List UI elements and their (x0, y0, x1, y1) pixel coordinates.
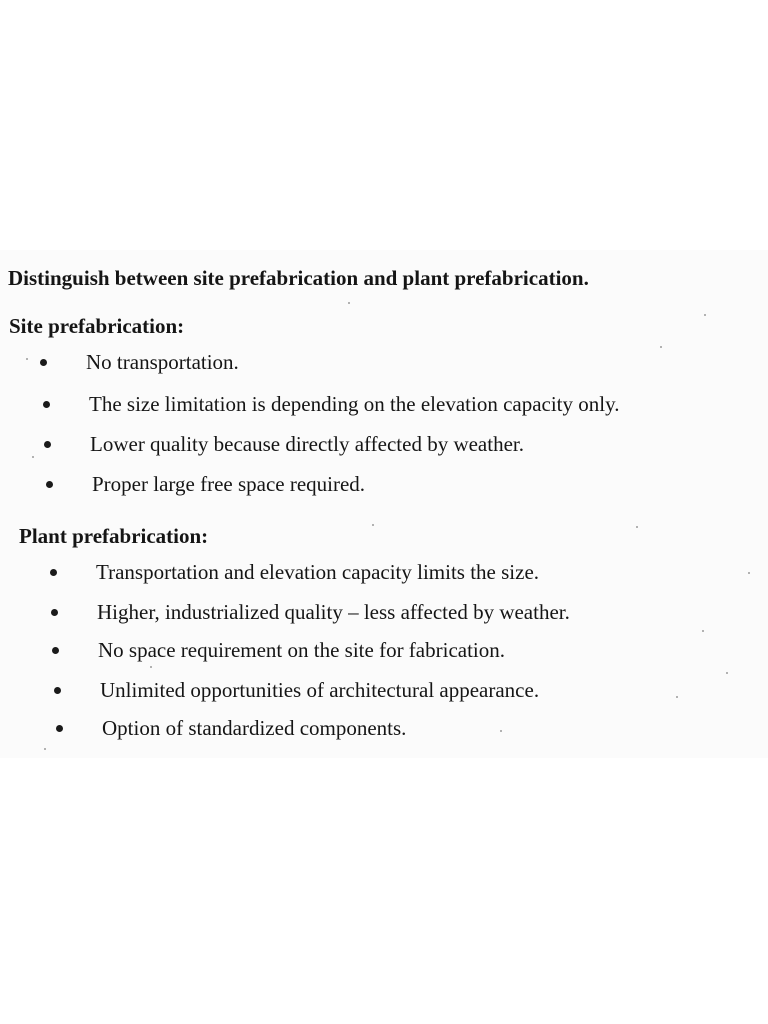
scan-speck (660, 346, 662, 348)
scan-speck (32, 456, 34, 458)
bullet-icon (56, 725, 63, 732)
scan-speck (636, 526, 638, 528)
list-item-text: Option of standardized components. (102, 716, 407, 740)
list-item-text: Lower quality because directly affected by weather. (90, 432, 524, 456)
bullet-icon (44, 441, 51, 448)
scan-speck (26, 358, 28, 360)
list-item-text: Unlimited opportunities of architectural appearance. (100, 678, 540, 702)
list-item (92, 472, 365, 497)
bullet-icon (50, 569, 57, 576)
scan-speck (676, 696, 678, 698)
scan-speck (150, 666, 152, 668)
list-item (96, 560, 539, 585)
bullet-icon (54, 687, 61, 694)
list-item (86, 350, 239, 375)
list-item-text: No space requirement on the site for fabrication. (98, 638, 506, 662)
list-item-text: No transportation. (86, 350, 239, 374)
bullet-icon (46, 481, 53, 488)
bullet-icon (52, 647, 59, 654)
list-item-text: Transportation and elevation capacity limits the size. (96, 560, 540, 584)
list-item-text: Higher, industrialized quality – less affected by weather. (97, 600, 570, 624)
list-item (89, 392, 620, 417)
list-item (98, 638, 505, 663)
scan-speck (348, 302, 350, 304)
scan-speck (44, 748, 46, 750)
list-item (100, 678, 539, 703)
document-content (0, 250, 768, 758)
document-heading: Distinguish between site prefabrication and plant prefabrication. (8, 266, 589, 290)
site-prefabrication-title: Site prefabrication: (9, 314, 185, 338)
list-item-text: Proper large free space required. (92, 472, 366, 496)
list-item (97, 600, 570, 625)
scan-speck (372, 524, 374, 526)
scan-speck (704, 314, 706, 316)
scan-speck (702, 630, 704, 632)
scan-speck (726, 672, 728, 674)
plant-prefabrication-title: Plant prefabrication: (19, 524, 209, 548)
bullet-icon (43, 401, 50, 408)
bullet-icon (40, 359, 47, 366)
scan-speck (500, 730, 502, 732)
bullet-icon (51, 609, 58, 616)
scanned-document (0, 250, 768, 758)
list-item (90, 432, 524, 457)
scan-speck (748, 572, 750, 574)
list-item (102, 716, 406, 741)
list-item-text: The size limitation is depending on the elevation capacity only. (89, 392, 620, 416)
